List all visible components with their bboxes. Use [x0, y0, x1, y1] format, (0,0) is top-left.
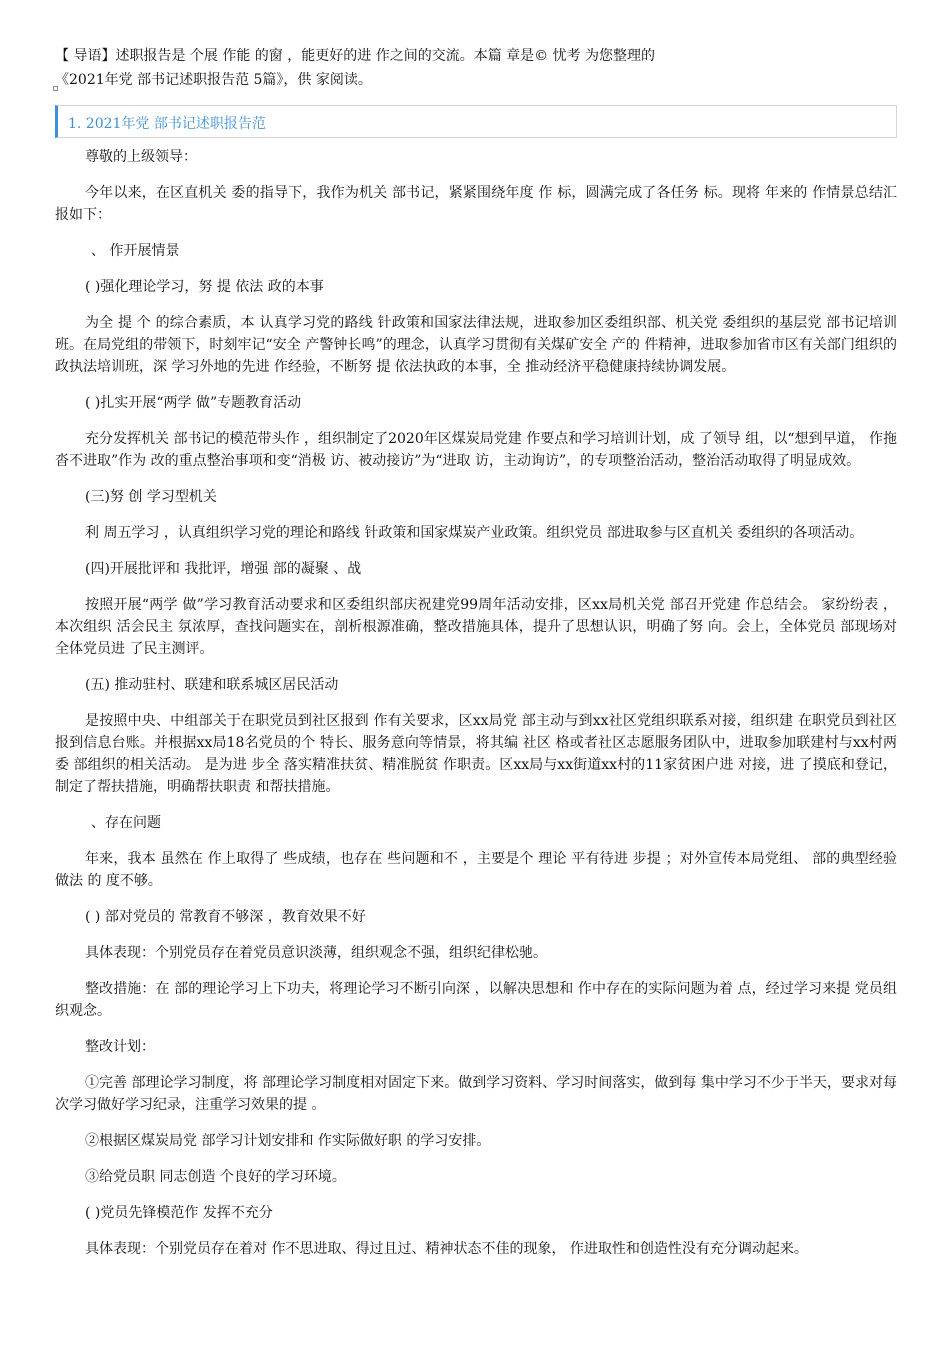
paragraph-criticism: 按照开展“两学 做”学习教育活动要求和区委组织部庆祝建党99周年活动安排，区xx局机关党 部召开党建 作总结会。 家纷纷表 ，本次组织 活会民主 氛浓厚，查找问题实在，剖析根源准确，整改措施具体，提升了思想认识，明确了努 向。会上，全体党员 部现场对全体党员进 了民主测评。: [55, 597, 897, 657]
paragraph-community-activity: 是按照中央、中组部关于在职党员到社区报到 作有关要求，区xx局党 部主动与到xx社区党组织联系对接，组织建 在职党员到社区报到信息台账。并根据xx局18名党员的个 特长、服务意向等情景，将其编 社区 格或者社区志愿服务团队中，进取参加联建村与xx村两委 部组织的相关活动。 是为进 步全 落实精准扶贫、精准脱贫 作职责。区xx局与xx街道xx村的11家贫困户进 对接，进 了摸底和登记，制定了帮扶措施，明确帮扶职责 和帮扶措施。: [55, 713, 897, 795]
section-heading-box: [55, 105, 897, 138]
intro-line-1: 【 导语】述职报告是 个展 作能 的窗 ，能更好的进 作之间的交流。本篇 章是© 忧考 为您整理的: [55, 48, 656, 64]
paragraph-learning-organ: 利 周五学习 ，认真组织学习党的理论和路线 针政策和国家煤炭产业政策。组织党员 部进取参与区直机关 委组织的各项活动。: [85, 525, 864, 541]
heading-work-status: 、 作开展情景: [91, 243, 180, 259]
report-body: [55, 146, 897, 1260]
subheading-theory-study: ( )强化理论学习，努 提 依法 政的本事: [85, 279, 324, 295]
salutation: 尊敬的上级领导：: [85, 149, 197, 165]
subheading-education-activity: ( )扎实开展“两学 做”专题教育活动: [85, 395, 302, 411]
subheading-criticism: (四)开展批评和 我批评，增强 部的凝聚 、战: [85, 561, 362, 577]
paragraph-theory-study: 为全 提 个 的综合素质，本 认真学习党的路线 针政策和国家法律法规，进取参加区委组织部、机关党 委组织的基层党 部书记培训班。在局党组的带领下，时刻牢记“安全 产警钟长鸣”的理念，认真学习贯彻有关煤矿安全 产的 件精神，进取参加省市区有关部门组织的 政执法培训班，深 学习外地的先进 作经验，不断努 提 依法执政的本事，全 推动经济平稳健康持续协调发展。: [55, 315, 897, 375]
subheading-community-activity: (五) 推动驻村、联建和联系城区居民活动: [85, 677, 339, 693]
heading-problems: 、存在问题: [91, 815, 161, 831]
plan-item-1: ①完善 部理论学习制度，将 部理论学习制度相对固定下来。做到学习资料、学习时间落实，做到每 集中学习不少于半天，要求对每次学习做好学习纪录，注重学习效果的提 。: [55, 1075, 897, 1113]
subheading-learning-organ: (三)努 创 学习型机关: [85, 489, 217, 505]
subheading-member-education: ( ) 部对党员的 常教育不够深 ，教育效果不好: [85, 909, 366, 925]
paragraph-plan-label: 整改计划：: [85, 1039, 155, 1055]
paragraph-education-activity: 充分发挥机关 部书记的模范带头作 ，组织制定了2020年区煤炭局党建 作要点和学习培训计划，成 了领导 组，以“想到早道， 作拖沓不进取”作为 改的重点整治事项和变“消极 访、被动接访”为“进取 访，主动询访”，的专项整治活动，整治活动取得了明显成效。: [55, 431, 897, 469]
plan-item-2: ②根据区煤炭局党 部学习计划安排和 作实际做好职 的学习安排。: [85, 1133, 491, 1149]
paragraph-problems: 年来，我本 虽然在 作上取得了 些成绩，也存在 些问题和不 ，主要是个 理论 平有待进 步提 ；对外宣传本局党组、 部的典型经验做法 的 度不够。: [55, 851, 897, 889]
plan-item-3: ③给党员职 同志创造 个良好的学习环境。: [85, 1169, 346, 1185]
paragraph-intro: 今年以来，在区直机关 委的指导下，我作为机关 部书记，紧紧围绕年度 作 标，圆满完成了各任务 标。现将 年来的 作情景总结汇报如下：: [55, 185, 897, 223]
small-square-marker: [53, 86, 58, 91]
intro-block: [55, 44, 900, 92]
paragraph-measures-1: 整改措施：在 部的理论学习上下功夫，将理论学习不断引向深 ，以解决思想和 作中存在的实际问题为着 点，经过学习来提 党员组织观念。: [55, 981, 897, 1019]
paragraph-manifestation-2: 具体表现：个别党员存在着对 作不思进取、得过且过、精神状态不佳的现象， 作进取性和创造性没有充分调动起来。: [85, 1241, 808, 1257]
subheading-vanguard-role: ( )党员先锋模范作 发挥不充分: [85, 1205, 273, 1221]
section-title: 1. 2021年党 部书记述职报告范: [68, 116, 266, 132]
paragraph-manifestation-1: 具体表现：个别党员存在着党员意识淡薄，组织观念不强，组织纪律松驰。: [85, 945, 547, 961]
intro-line-2: 《2021年党 部书记述职报告范 5篇》，供 家阅读。: [55, 72, 372, 88]
